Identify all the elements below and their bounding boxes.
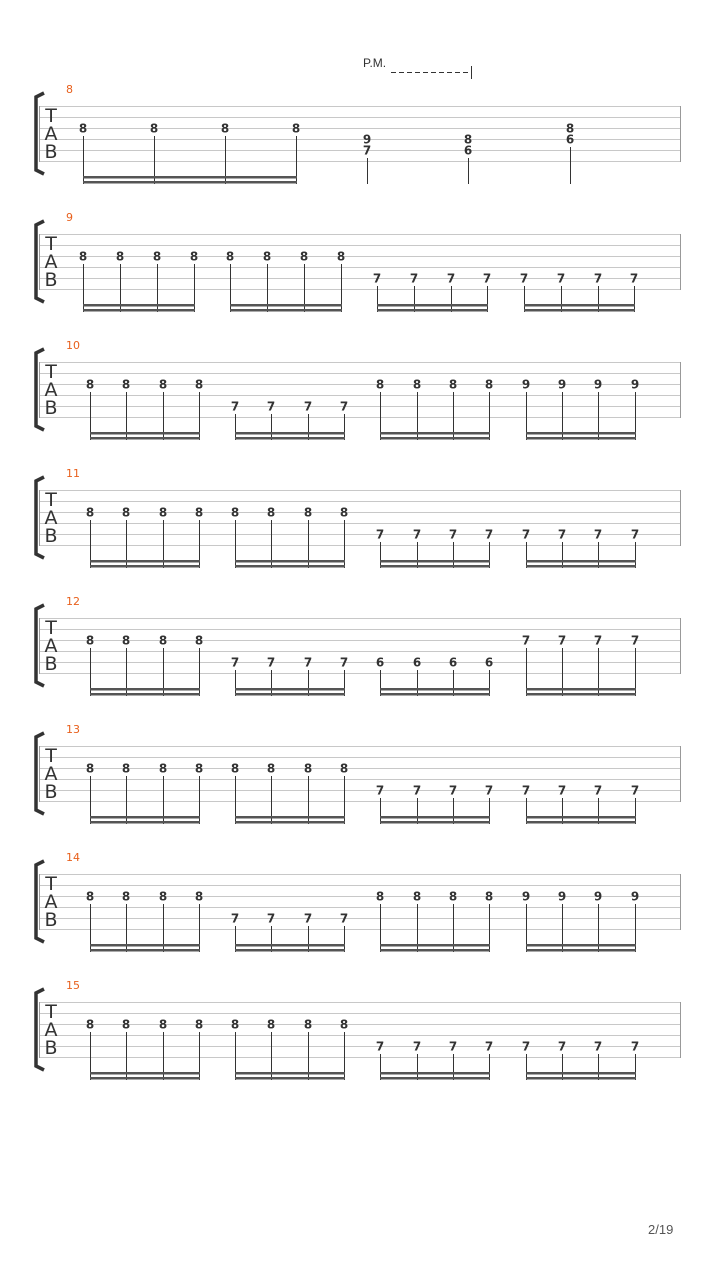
beam — [380, 816, 490, 819]
fret-number: 6 — [412, 655, 422, 670]
fret-number: 9 — [593, 889, 603, 904]
fret-number: 8 — [158, 633, 168, 648]
tab-clef-a: A — [44, 1019, 58, 1041]
fret-number: 8 — [336, 249, 346, 264]
fret-number: 7 — [448, 783, 458, 798]
fret-number: 8 — [484, 889, 494, 904]
fret-number: 8 — [194, 377, 204, 392]
palm-mute-marking — [363, 56, 472, 79]
tab-clef-a: A — [44, 763, 58, 785]
beam — [90, 944, 200, 947]
fret-number: 7 — [303, 911, 313, 926]
fret-number: 9 — [630, 889, 640, 904]
fret-number: 7 — [448, 527, 458, 542]
fret-number: 7 — [557, 783, 567, 798]
beam — [90, 565, 200, 568]
beam — [380, 1077, 490, 1080]
fret-number: 7 — [230, 655, 240, 670]
fret-number: 8 — [266, 1017, 276, 1032]
fret-number: 7 — [557, 527, 567, 542]
fret-number: 7 — [446, 271, 456, 286]
beam — [526, 437, 636, 440]
measure-number: 10 — [66, 339, 80, 352]
beam — [524, 304, 635, 307]
beam — [90, 693, 200, 696]
beam — [90, 432, 200, 435]
palm-mute-label: P.M. — [363, 56, 387, 70]
fret-number: 8 — [225, 249, 235, 264]
fret-number: 7 — [593, 271, 603, 286]
fret-number: 8 — [121, 377, 131, 392]
beam — [90, 560, 200, 563]
beam — [230, 304, 342, 307]
fret-number: 7 — [556, 271, 566, 286]
beam — [380, 432, 490, 435]
tab-system — [36, 83, 681, 184]
beam — [526, 821, 636, 824]
fret-number: 8 — [565, 121, 575, 136]
beam — [235, 949, 345, 952]
beam — [377, 304, 488, 307]
fret-number: 8 — [85, 633, 95, 648]
tab-clef-t: T — [45, 233, 57, 255]
fret-number: 9 — [557, 889, 567, 904]
beam — [524, 309, 635, 312]
beam — [90, 688, 200, 691]
measure-number: 14 — [66, 851, 80, 864]
beam — [526, 688, 636, 691]
fret-number: 8 — [121, 889, 131, 904]
fret-number: 7 — [593, 633, 603, 648]
fret-number: 8 — [194, 889, 204, 904]
fret-number: 8 — [339, 761, 349, 776]
fret-number: 7 — [412, 1039, 422, 1054]
fret-number: 8 — [149, 121, 159, 136]
fret-number: 7 — [412, 783, 422, 798]
beam — [526, 432, 636, 435]
fret-number: 8 — [448, 889, 458, 904]
fret-number: 9 — [557, 377, 567, 392]
beam — [90, 1072, 200, 1075]
fret-number: 9 — [521, 377, 531, 392]
tab-clef-b: B — [44, 141, 58, 163]
tab-system — [36, 339, 681, 440]
fret-number: 8 — [230, 761, 240, 776]
fret-number: 8 — [484, 377, 494, 392]
beam — [235, 565, 345, 568]
fret-number: 8 — [266, 761, 276, 776]
fret-number: 7 — [521, 1039, 531, 1054]
fret-number: 7 — [630, 1039, 640, 1054]
fret-number: 8 — [158, 761, 168, 776]
fret-number: 8 — [412, 889, 422, 904]
fret-number: 8 — [339, 505, 349, 520]
fret-number: 7 — [266, 655, 276, 670]
beam — [380, 821, 490, 824]
fret-number: 8 — [78, 121, 88, 136]
fret-number: 8 — [85, 889, 95, 904]
beam — [526, 944, 636, 947]
tab-clef-a: A — [44, 891, 58, 913]
tab-clef-b: B — [44, 397, 58, 419]
fret-number: 7 — [230, 399, 240, 414]
fret-number: 7 — [557, 1039, 567, 1054]
beam — [526, 949, 636, 952]
tab-clef-a: A — [44, 507, 58, 529]
fret-number: 6 — [565, 132, 575, 147]
fret-number: 8 — [412, 377, 422, 392]
beam — [235, 432, 345, 435]
tab-clef-b: B — [44, 269, 58, 291]
measure-number: 12 — [66, 595, 80, 608]
fret-number: 8 — [262, 249, 272, 264]
fret-number: 7 — [375, 1039, 385, 1054]
fret-number: 8 — [194, 761, 204, 776]
tab-clef-a: A — [44, 379, 58, 401]
fret-number: 7 — [593, 1039, 603, 1054]
beam — [230, 309, 342, 312]
beam — [380, 693, 490, 696]
fret-number: 7 — [375, 527, 385, 542]
beam — [235, 693, 345, 696]
tab-clef-a: A — [44, 251, 58, 273]
beam — [235, 944, 345, 947]
beam — [526, 560, 636, 563]
fret-number: 8 — [85, 1017, 95, 1032]
fret-number: 8 — [220, 121, 230, 136]
fret-number: 8 — [375, 377, 385, 392]
tab-system — [36, 723, 681, 824]
fret-number: 7 — [409, 271, 419, 286]
beam — [380, 437, 490, 440]
fret-number: 7 — [593, 783, 603, 798]
fret-number: 7 — [521, 633, 531, 648]
fret-number: 7 — [303, 399, 313, 414]
beam — [83, 181, 297, 184]
fret-number: 7 — [484, 527, 494, 542]
fret-number: 7 — [630, 783, 640, 798]
beam — [380, 560, 490, 563]
fret-number: 7 — [375, 783, 385, 798]
tab-clef-b: B — [44, 909, 58, 931]
measure-number: 15 — [66, 979, 80, 992]
fret-number: 8 — [299, 249, 309, 264]
fret-number: 9 — [593, 377, 603, 392]
beam — [83, 176, 297, 179]
fret-number: 8 — [121, 505, 131, 520]
beam — [380, 688, 490, 691]
fret-number: 8 — [303, 505, 313, 520]
fret-number: 7 — [339, 399, 349, 414]
beam — [235, 1072, 345, 1075]
measure-number: 9 — [66, 211, 73, 224]
beam — [377, 309, 488, 312]
fret-number: 7 — [412, 527, 422, 542]
fret-number: 8 — [158, 377, 168, 392]
fret-number: 6 — [448, 655, 458, 670]
fret-number: 8 — [339, 1017, 349, 1032]
fret-number: 7 — [362, 143, 372, 158]
fret-number: 7 — [372, 271, 382, 286]
fret-number: 8 — [158, 889, 168, 904]
fret-number: 8 — [194, 505, 204, 520]
tab-clef-b: B — [44, 1037, 58, 1059]
tab-clef-a: A — [44, 123, 58, 145]
beam — [90, 437, 200, 440]
fret-number: 8 — [291, 121, 301, 136]
fret-number: 7 — [630, 527, 640, 542]
beam — [235, 821, 345, 824]
fret-number: 8 — [194, 633, 204, 648]
fret-number: 7 — [230, 911, 240, 926]
fret-number: 7 — [266, 399, 276, 414]
tab-clef-t: T — [45, 745, 57, 767]
fret-number: 8 — [85, 377, 95, 392]
measure-number: 8 — [66, 83, 73, 96]
measure-number: 11 — [66, 467, 80, 480]
beam — [90, 949, 200, 952]
fret-number: 7 — [448, 1039, 458, 1054]
beam — [83, 304, 195, 307]
fret-number: 7 — [629, 271, 639, 286]
beam — [90, 1077, 200, 1080]
fret-number: 8 — [85, 761, 95, 776]
beam — [90, 816, 200, 819]
fret-number: 8 — [121, 761, 131, 776]
fret-number: 8 — [375, 889, 385, 904]
tab-system — [36, 851, 681, 952]
fret-number: 7 — [630, 633, 640, 648]
fret-number: 8 — [448, 377, 458, 392]
fret-number: 8 — [189, 249, 199, 264]
tab-system — [36, 595, 681, 696]
fret-number: 6 — [375, 655, 385, 670]
beam — [526, 1072, 636, 1075]
fret-number: 9 — [362, 132, 372, 147]
fret-number: 8 — [194, 1017, 204, 1032]
beam — [380, 944, 490, 947]
beam — [235, 688, 345, 691]
beam — [526, 816, 636, 819]
fret-number: 7 — [484, 1039, 494, 1054]
fret-number: 6 — [463, 143, 473, 158]
fret-number: 7 — [484, 783, 494, 798]
beam — [380, 565, 490, 568]
tab-clef-t: T — [45, 361, 57, 383]
fret-number: 7 — [482, 271, 492, 286]
tab-system — [36, 467, 681, 568]
tab-system — [36, 211, 681, 312]
tab-clef-a: A — [44, 635, 58, 657]
tab-clef-b: B — [44, 781, 58, 803]
fret-number: 8 — [303, 761, 313, 776]
fret-number: 6 — [484, 655, 494, 670]
fret-number: 8 — [85, 505, 95, 520]
fret-number: 8 — [230, 505, 240, 520]
beam — [90, 821, 200, 824]
fret-number: 8 — [78, 249, 88, 264]
tab-clef-t: T — [45, 617, 57, 639]
measure-number: 13 — [66, 723, 80, 736]
fret-number: 7 — [519, 271, 529, 286]
tab-clef-b: B — [44, 653, 58, 675]
beam — [526, 565, 636, 568]
beam — [235, 816, 345, 819]
fret-number: 7 — [266, 911, 276, 926]
fret-number: 7 — [339, 911, 349, 926]
fret-number: 8 — [158, 1017, 168, 1032]
fret-number: 8 — [266, 505, 276, 520]
fret-number: 8 — [463, 132, 473, 147]
tab-systems — [36, 83, 681, 1080]
tab-clef-t: T — [45, 1001, 57, 1023]
beam — [526, 1077, 636, 1080]
fret-number: 8 — [121, 1017, 131, 1032]
fret-number: 9 — [630, 377, 640, 392]
tab-system — [36, 979, 681, 1080]
fret-number: 8 — [115, 249, 125, 264]
fret-number: 7 — [521, 783, 531, 798]
fret-number: 9 — [521, 889, 531, 904]
fret-number: 7 — [339, 655, 349, 670]
tab-clef-t: T — [45, 873, 57, 895]
fret-number: 8 — [230, 1017, 240, 1032]
fret-number: 7 — [593, 527, 603, 542]
page-number: 2/19 — [648, 1222, 674, 1237]
fret-number: 7 — [557, 633, 567, 648]
fret-number: 7 — [303, 655, 313, 670]
fret-number: 8 — [158, 505, 168, 520]
beam — [235, 437, 345, 440]
beam — [380, 1072, 490, 1075]
tab-clef-b: B — [44, 525, 58, 547]
beam — [380, 949, 490, 952]
beam — [235, 560, 345, 563]
fret-number: 8 — [152, 249, 162, 264]
tab-clef-t: T — [45, 105, 57, 127]
tab-clef-t: T — [45, 489, 57, 511]
beam — [526, 693, 636, 696]
fret-number: 8 — [303, 1017, 313, 1032]
beam — [83, 309, 195, 312]
fret-number: 8 — [121, 633, 131, 648]
fret-number: 7 — [521, 527, 531, 542]
beam — [235, 1077, 345, 1080]
